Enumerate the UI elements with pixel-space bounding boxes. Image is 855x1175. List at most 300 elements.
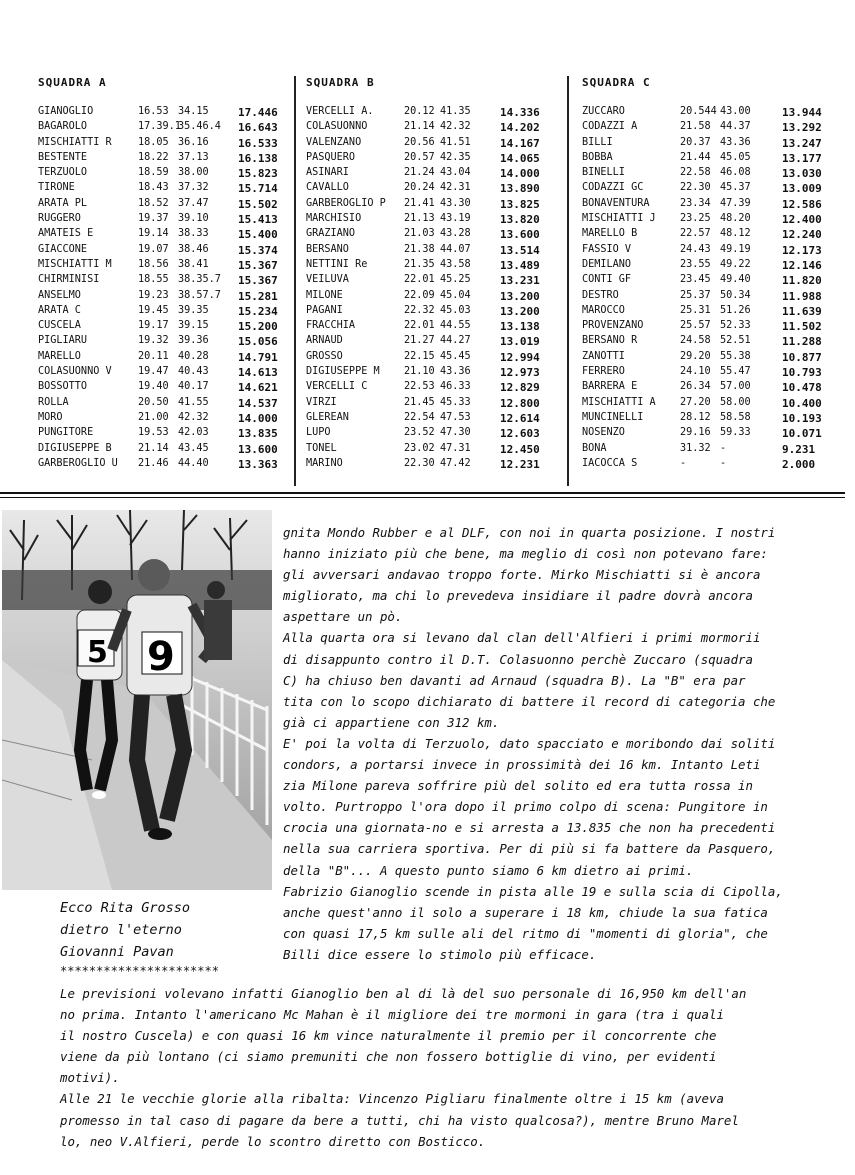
- distance-km: 13.292: [782, 121, 822, 135]
- result-row: [306, 458, 566, 473]
- distance-km: 13.200: [500, 289, 540, 303]
- split-time-1: 22.01: [404, 274, 435, 286]
- athlete-name: NOSENZO: [582, 427, 625, 439]
- athlete-name: TERZUOLO: [38, 167, 88, 179]
- athlete-name: RUGGERO: [38, 213, 81, 225]
- split-time-1: 19.47: [138, 366, 169, 378]
- split-time-2: 41.51: [440, 136, 471, 148]
- athlete-name: ANSELMO: [38, 289, 81, 301]
- athlete-name: ARNAUD: [306, 335, 343, 347]
- article-line: viene da più lontano (ci siamo premuniti che non fossero bottiglie di vino, per evidenti: [60, 1049, 717, 1065]
- athlete-name: DESTRO: [582, 289, 619, 301]
- distance-km: 15.056: [238, 335, 278, 349]
- caption-line: dietro l'eterno: [60, 922, 182, 938]
- split-time-1: 24.58: [680, 335, 711, 347]
- result-row: [38, 228, 293, 243]
- split-time-1: 23.34: [680, 197, 711, 209]
- athlete-name: IACOCCA S: [582, 457, 638, 469]
- result-row: [582, 305, 842, 320]
- athlete-name: BOBBA: [582, 151, 613, 163]
- article-line: di disappunto contro il D.T. Colasuonno perchè Zuccaro (squadra: [283, 651, 753, 667]
- athlete-name: GLEREAN: [306, 411, 349, 423]
- distance-km: 14.167: [500, 136, 540, 150]
- distance-km: 12.400: [782, 213, 822, 227]
- split-time-1: 19.53: [138, 427, 169, 439]
- team-c-rows: [582, 106, 842, 473]
- split-time-2: 49.19: [720, 243, 751, 255]
- split-time-1: 23.52: [404, 427, 435, 439]
- split-time-2: 45.25: [440, 274, 471, 286]
- result-row: [306, 412, 566, 427]
- split-time-2: 42.32: [440, 121, 471, 133]
- result-row: [306, 381, 566, 396]
- distance-km: 14.613: [238, 366, 278, 380]
- article-line: gnita Mondo Rubber e al DLF, con noi in quarta posizione. I nostri: [283, 525, 776, 540]
- split-time-1: 23.02: [404, 442, 435, 454]
- athlete-name: COLASUONNO V: [38, 366, 112, 378]
- split-time-2: 38.33: [178, 228, 209, 240]
- distance-km: 12.146: [782, 258, 822, 272]
- split-time-1: 20.37: [680, 136, 711, 148]
- distance-km: 10.478: [782, 381, 822, 395]
- split-time-2: 48.20: [720, 213, 751, 225]
- split-time-2: 40.28: [178, 350, 209, 362]
- result-row: [306, 351, 566, 366]
- split-time-2: 44.27: [440, 335, 471, 347]
- distance-km: 15.714: [238, 182, 278, 196]
- split-time-2: 42.32: [178, 411, 209, 423]
- result-row: [306, 366, 566, 381]
- split-time-1: 21.00: [138, 411, 169, 423]
- race-photo: [2, 510, 272, 890]
- athlete-name: MARINO: [306, 457, 343, 469]
- athlete-name: AMATEIS E: [38, 228, 94, 240]
- distance-km: 13.009: [782, 182, 822, 196]
- split-time-2: 43.04: [440, 167, 471, 179]
- athlete-name: BILLI: [582, 136, 613, 148]
- split-time-1: 22.54: [404, 411, 435, 423]
- split-time-1: 22.57: [680, 228, 711, 240]
- team-c-table: [582, 76, 842, 473]
- split-time-1: 19.07: [138, 243, 169, 255]
- split-time-2: 43.28: [440, 228, 471, 240]
- distance-km: 15.200: [238, 320, 278, 334]
- athlete-name: CODAZZI GC: [582, 182, 644, 194]
- athlete-name: PUNGITORE: [38, 427, 94, 439]
- distance-km: 15.367: [238, 258, 278, 272]
- split-time-1: 18.59: [138, 167, 169, 179]
- split-time-2: 47.39: [720, 197, 751, 209]
- distance-km: 2.000: [782, 457, 816, 471]
- result-row: [306, 137, 566, 152]
- distance-km: 12.240: [782, 228, 822, 242]
- distance-km: 10.877: [782, 350, 822, 364]
- result-row: [306, 167, 566, 182]
- split-time-2: 58.58: [720, 411, 751, 423]
- article-line: lo, neo V.Alfieri, perde lo scontro diretto con Bosticco.: [60, 1133, 486, 1149]
- article-line: crocia una giornata-no e si arresta a 13.835 che non ha precedenti: [283, 820, 776, 836]
- result-row: [582, 427, 842, 442]
- team-b-title: SQUADRA B: [306, 76, 375, 89]
- split-time-2: 45.33: [440, 396, 471, 408]
- athlete-name: LUPO: [306, 427, 331, 439]
- column-divider-2: [567, 76, 569, 486]
- result-row: [582, 274, 842, 289]
- result-row: [38, 137, 293, 152]
- result-row: [306, 320, 566, 335]
- distance-km: 13.247: [782, 136, 822, 150]
- athlete-name: FERRERO: [582, 366, 625, 378]
- result-row: [582, 412, 842, 427]
- result-row: [38, 167, 293, 182]
- team-a-rows: [38, 106, 293, 473]
- athlete-name: GARBEROGLIO U: [38, 457, 118, 469]
- athlete-name: ZANOTTI: [582, 350, 625, 362]
- result-row: [38, 244, 293, 259]
- distance-km: 13.944: [782, 106, 822, 119]
- section-rule: [0, 492, 845, 494]
- split-time-2: 48.12: [720, 228, 751, 240]
- distance-km: 15.374: [238, 243, 278, 257]
- result-row: [582, 458, 842, 473]
- result-row: [306, 274, 566, 289]
- split-time-2: 45.37: [720, 182, 751, 194]
- result-row: [38, 397, 293, 412]
- split-time-2: 39.36: [178, 335, 209, 347]
- result-row: [38, 182, 293, 197]
- split-time-2: 43.36: [720, 136, 751, 148]
- split-time-2: 49.40: [720, 274, 751, 286]
- article-line: il nostro Cuscela) e con quasi 16 km vince naturalmente il premio per il concorrente che: [60, 1028, 717, 1044]
- distance-km: 11.820: [782, 274, 822, 288]
- article-line: nella sua carriera sportiva. Per di più si fa battere da Pasquero,: [283, 841, 776, 857]
- split-time-1: 20.24: [404, 182, 435, 194]
- athlete-name: CUSCELA: [38, 320, 81, 332]
- distance-km: 13.019: [500, 335, 540, 349]
- distance-km: 14.000: [238, 411, 278, 425]
- split-time-1: 24.43: [680, 243, 711, 255]
- split-time-1: 25.37: [680, 289, 711, 301]
- split-time-1: 18.56: [138, 258, 169, 270]
- article-line: no prima. Intanto l'americano Mc Mahan è il migliore dei tre mormoni in gara (tra i quali: [60, 1007, 724, 1023]
- split-time-2: 36.16: [178, 136, 209, 148]
- result-row: [38, 259, 293, 274]
- article-line: Billi dice essere lo stimolo più efficace.: [283, 946, 597, 962]
- result-row: [582, 121, 842, 136]
- distance-km: 12.173: [782, 243, 822, 257]
- article-line: Le previsioni volevano infatti Gianoglio ben al di là del suo personale di 16,950 km dell'an: [60, 986, 747, 1001]
- split-time-1: 21.14: [138, 442, 169, 454]
- athlete-name: MARELLO B: [582, 228, 638, 240]
- distance-km: 16.533: [238, 136, 278, 150]
- distance-km: 13.030: [782, 167, 822, 181]
- athlete-name: DIGIUSEPPE M: [306, 366, 380, 378]
- caption-stars: **********************: [60, 964, 219, 978]
- athlete-name: ARATA C: [38, 304, 81, 316]
- result-row: [38, 121, 293, 136]
- athlete-name: ARATA PL: [38, 197, 88, 209]
- article-line: motivi).: [60, 1070, 120, 1086]
- result-row: [306, 443, 566, 458]
- result-row: [38, 290, 293, 305]
- split-time-2: 45.45: [440, 350, 471, 362]
- athlete-name: MISCHIATTI A: [582, 396, 656, 408]
- result-row: [306, 213, 566, 228]
- athlete-name: GROSSO: [306, 350, 343, 362]
- article-line: zia Milone pareva soffrire più del solito ed era tutta rossa in: [283, 778, 753, 794]
- split-time-2: 39.15: [178, 320, 209, 332]
- athlete-name: BONA: [582, 442, 607, 454]
- split-time-1: 21.27: [404, 335, 435, 347]
- distance-km: 13.363: [238, 457, 278, 471]
- distance-km: 13.489: [500, 258, 540, 272]
- distance-km: 12.586: [782, 197, 822, 211]
- distance-km: 17.446: [238, 106, 278, 119]
- result-row: [38, 412, 293, 427]
- result-row: [38, 198, 293, 213]
- distance-km: 15.400: [238, 228, 278, 242]
- article-wide: [60, 983, 840, 1152]
- split-time-1: 16.53: [138, 106, 169, 117]
- result-row: [582, 137, 842, 152]
- athlete-name: CAVALLO: [306, 182, 349, 194]
- distance-km: 16.643: [238, 121, 278, 135]
- split-time-2: 45.03: [440, 304, 471, 316]
- split-time-1: 22.01: [404, 320, 435, 332]
- distance-km: 10.793: [782, 366, 822, 380]
- split-time-2: 38.35.7: [178, 274, 221, 286]
- distance-km: 12.994: [500, 350, 540, 364]
- article-line: Alla quarta ora si levano dal clan dell'Alfieri i primi mormorii: [283, 630, 761, 646]
- athlete-name: BERSANO R: [582, 335, 638, 347]
- athlete-name: VERCELLI A.: [306, 106, 374, 117]
- split-time-2: 41.55: [178, 396, 209, 408]
- split-time-2: 50.34: [720, 289, 751, 301]
- athlete-name: VERCELLI C: [306, 381, 368, 393]
- athlete-name: TIRONE: [38, 182, 75, 194]
- distance-km: 13.825: [500, 197, 540, 211]
- split-time-2: 44.55: [440, 320, 471, 332]
- distance-km: 12.231: [500, 457, 540, 471]
- split-time-1: 21.38: [404, 243, 435, 255]
- result-row: [582, 320, 842, 335]
- athlete-name: BINELLI: [582, 167, 625, 179]
- split-time-1: 19.17: [138, 320, 169, 332]
- athlete-name: ZUCCARO: [582, 106, 625, 117]
- article-line: condors, a portarsi invece in prossimità dei 16 km. Intanto Leti: [283, 757, 761, 773]
- split-time-1: 19.40: [138, 381, 169, 393]
- athlete-name: PIGLIARU: [38, 335, 88, 347]
- article-line: tita con lo scopo dichiarato di battere il record di categoria che: [283, 693, 776, 709]
- result-row: [582, 335, 842, 350]
- result-row: [38, 274, 293, 289]
- result-row: [582, 167, 842, 182]
- split-time-1: 21.24: [404, 167, 435, 179]
- split-time-2: 42.31: [440, 182, 471, 194]
- split-time-1: 21.13: [404, 213, 435, 225]
- split-time-1: 23.45: [680, 274, 711, 286]
- result-row: [38, 443, 293, 458]
- split-time-1: 20.544: [680, 106, 717, 117]
- distance-km: 15.413: [238, 213, 278, 227]
- distance-km: 12.973: [500, 366, 540, 380]
- result-row: [38, 305, 293, 320]
- split-time-2: -: [720, 442, 727, 454]
- athlete-name: MISCHIATTI J: [582, 213, 656, 225]
- athlete-name: MARELLO: [38, 350, 81, 362]
- athlete-name: GARBEROGLIO P: [306, 197, 386, 209]
- split-time-1: 18.05: [138, 136, 169, 148]
- distance-km: 11.988: [782, 289, 822, 303]
- article-line: Alle 21 le vecchie glorie alla ribalta: Vincenzo Pigliaru finalmente oltre i 15 km (aveva: [60, 1091, 724, 1107]
- distance-km: 14.000: [500, 167, 540, 181]
- split-time-2: 52.33: [720, 320, 751, 332]
- split-time-1: 19.23: [138, 289, 169, 301]
- split-time-2: 43.19: [440, 213, 471, 225]
- split-time-2: 45.05: [720, 151, 751, 163]
- distance-km: 13.835: [238, 427, 278, 441]
- distance-km: 14.791: [238, 350, 278, 364]
- split-time-1: -: [680, 457, 687, 469]
- distance-km: 13.820: [500, 213, 540, 227]
- team-b-rows: [306, 106, 566, 473]
- article-line: gli avversari andavao troppo forte. Mirko Mischiatti si è ancora: [283, 567, 761, 583]
- split-time-2: 44.37: [720, 121, 751, 133]
- result-row: [306, 259, 566, 274]
- result-row: [38, 320, 293, 335]
- result-row: [582, 228, 842, 243]
- result-row: [582, 213, 842, 228]
- athlete-name: DIGIUSEPPE B: [38, 442, 112, 454]
- distance-km: 13.600: [500, 228, 540, 242]
- article-line: migliorato, ma chi lo prevedeva insidiare il padre dovrà ancora: [283, 588, 753, 604]
- split-time-2: 45.04: [440, 289, 471, 301]
- athlete-name: BESTENTE: [38, 151, 88, 163]
- split-time-2: 47.31: [440, 442, 471, 454]
- split-time-2: 58.00: [720, 396, 751, 408]
- split-time-2: 40.17: [178, 381, 209, 393]
- split-time-1: 21.41: [404, 197, 435, 209]
- result-row: [306, 198, 566, 213]
- result-row: [306, 106, 566, 121]
- result-row: [582, 366, 842, 381]
- split-time-1: 18.22: [138, 151, 169, 163]
- athlete-name: GIACCONE: [38, 243, 88, 255]
- split-time-1: 19.45: [138, 304, 169, 316]
- athlete-name: MARCHISIO: [306, 213, 362, 225]
- athlete-name: ASINARI: [306, 167, 349, 179]
- athlete-name: CONTI GF: [582, 274, 632, 286]
- article-line: anche quest'anno il solo a superare i 18 km, chiude la sua fatica: [283, 904, 768, 920]
- svg-text:9: 9: [147, 634, 175, 680]
- athlete-name: VEILUVA: [306, 274, 349, 286]
- athlete-name: VIRZI: [306, 396, 337, 408]
- split-time-2: 44.07: [440, 243, 471, 255]
- result-row: [582, 244, 842, 259]
- split-time-2: 43.58: [440, 258, 471, 270]
- split-time-1: 21.45: [404, 396, 435, 408]
- distance-km: 14.621: [238, 381, 278, 395]
- split-time-1: 20.50: [138, 396, 169, 408]
- split-time-1: 22.53: [404, 381, 435, 393]
- split-time-2: 47.30: [440, 427, 471, 439]
- result-row: [306, 228, 566, 243]
- section-rule-thin: [0, 497, 845, 498]
- split-time-2: 47.53: [440, 411, 471, 423]
- runners-illustration: [2, 510, 272, 890]
- split-time-1: 21.58: [680, 121, 711, 133]
- split-time-1: 25.31: [680, 304, 711, 316]
- result-row: [38, 213, 293, 228]
- split-time-1: 31.32: [680, 442, 711, 454]
- result-row: [306, 121, 566, 136]
- athlete-name: MORO: [38, 411, 63, 423]
- distance-km: 14.065: [500, 151, 540, 165]
- result-row: [38, 458, 293, 473]
- split-time-2: 44.40: [178, 457, 209, 469]
- distance-km: 12.614: [500, 411, 540, 425]
- distance-km: 13.231: [500, 274, 540, 288]
- result-row: [306, 335, 566, 350]
- split-time-2: 38.46: [178, 243, 209, 255]
- split-time-1: 22.32: [404, 304, 435, 316]
- split-time-1: 21.03: [404, 228, 435, 240]
- distance-km: 12.800: [500, 396, 540, 410]
- distance-km: 16.138: [238, 151, 278, 165]
- result-row: [306, 290, 566, 305]
- result-row: [582, 259, 842, 274]
- athlete-name: BERSANO: [306, 243, 349, 255]
- split-time-2: 41.35: [440, 106, 471, 117]
- split-time-2: 37.13: [178, 151, 209, 163]
- split-time-1: 21.46: [138, 457, 169, 469]
- article-line: già ci appartiene con 312 km.: [283, 714, 500, 730]
- split-time-1: 27.20: [680, 396, 711, 408]
- result-row: [38, 351, 293, 366]
- distance-km: 11.502: [782, 320, 822, 334]
- article-line: aspettare un pò.: [283, 609, 403, 625]
- split-time-2: 43.45: [178, 442, 209, 454]
- split-time-1: 20.12: [404, 106, 435, 117]
- athlete-name: GIANOGLIO: [38, 106, 94, 117]
- athlete-name: GRAZIANO: [306, 228, 356, 240]
- article-line: volto. Purtroppo l'ora dopo il primo colpo di scena: Pungitore in: [283, 799, 768, 815]
- split-time-2: 43.30: [440, 197, 471, 209]
- split-time-1: 21.44: [680, 151, 711, 163]
- split-time-1: 23.55: [680, 258, 711, 270]
- result-row: [582, 290, 842, 305]
- team-a-table: [38, 76, 293, 473]
- athlete-name: BOSSOTTO: [38, 381, 88, 393]
- result-row: [306, 244, 566, 259]
- result-row: [38, 106, 293, 121]
- result-row: [582, 381, 842, 396]
- athlete-name: PROVENZANO: [582, 320, 644, 332]
- distance-km: 9.231: [782, 442, 816, 456]
- athlete-name: PASQUERO: [306, 151, 356, 163]
- athlete-name: DEMILANO: [582, 258, 632, 270]
- team-a-title: SQUADRA A: [38, 76, 107, 89]
- distance-km: 14.537: [238, 396, 278, 410]
- split-time-2: -: [720, 457, 727, 469]
- article-line: della "B"... A questo punto siamo 6 km dietro ai primi.: [283, 862, 694, 878]
- result-row: [582, 152, 842, 167]
- result-row: [582, 198, 842, 213]
- split-time-1: 20.56: [404, 136, 435, 148]
- result-row: [38, 381, 293, 396]
- athlete-name: BAGAROLO: [38, 121, 88, 133]
- split-time-2: 38.41: [178, 258, 209, 270]
